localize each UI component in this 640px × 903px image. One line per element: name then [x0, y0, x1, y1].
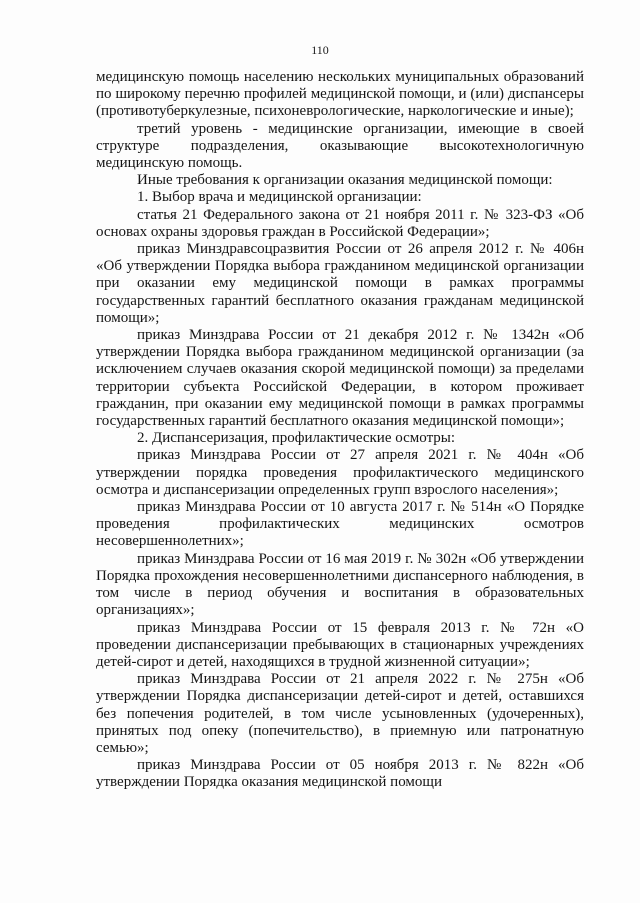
paragraph: приказ Минздрава России от 10 августа 2017 г. № 514н «О Порядке проведения профилактических медицинских осмотров несовершеннолетних»; [96, 499, 584, 550]
paragraph: статья 21 Федерального закона от 21 ноября 2011 г. № 323-ФЗ «Об основах охраны здоровья граждан в Российской Федерации»; [96, 206, 584, 240]
paragraph: приказ Минздрава России от 15 февраля 2013 г. № 72н «О проведении диспансеризации пребывающих в стационарных учреждениях детей-сирот и детей, находящихся в трудной жизненной ситуации»; [96, 619, 584, 670]
body-text [96, 69, 584, 792]
paragraph: приказ Минздравсоцразвития России от 26 апреля 2012 г. № 406н «Об утверждении Порядка выбора гражданином медицинской организации при оказании ему медицинской помощи в рамках программы государственных гарантий бесплатного оказания гражданам медицинской помощи»; [96, 241, 584, 326]
paragraph: Иные требования к организации оказания медицинской помощи: [137, 172, 553, 189]
paragraph: 1. Выбор врача и медицинской организации: [137, 189, 422, 206]
paragraph: приказ Минздрава России от 21 декабря 2012 г. № 1342н «Об утверждении Порядка выбора гражданином медицинской организации (за исключением случаев оказания скорой медицинской помощи) за пределами территории субъекта Российской Федерации, в котором проживает гражданин, при оказании ему медицинской помощи в рамках программы государственных гарантий бесплатного оказания медицинской помощи»; [96, 327, 584, 430]
paragraph: третий уровень - медицинские организации, имеющие в своей структуре подразделения, оказывающие высокотехнологичную медицинскую помощь. [96, 120, 584, 172]
paragraph: приказ Минздрава России от 16 мая 2019 г. № 302н «Об утверждении Порядка прохождения несовершеннолетними диспансерного наблюдения, в том числе в период обучения и воспитания в образовательных организациях»; [96, 550, 584, 619]
paragraph: приказ Минздрава России от 05 ноября 2013 г. № 822н «Об утверждении Порядка оказания медицинской помощи [96, 757, 584, 791]
paragraph: приказ Минздрава России от 27 апреля 2021 г. № 404н «Об утверждении порядка проведения профилактического медицинского осмотра и диспансеризации определенных групп взрослого населения»; [96, 447, 584, 498]
paragraph: приказ Минздрава России от 21 апреля 2022 г. № 275н «Об утверждении Порядка диспансеризации детей-сирот и детей, оставшихся без попечения родителей, в том числе усыновленных (удочеренных), принятых под опеку (попечительство), в приемную или патронатную семью»; [96, 671, 584, 756]
page-number: 110 [311, 43, 329, 57]
paragraph: 2. Диспансеризация, профилактические осмотры: [137, 430, 456, 447]
paragraph: медицинскую помощь населению нескольких муниципальных образований по широкому перечню профилей медицинской помощи, и (или) диспансеры (противотуберкулезные, психоневрологические, наркологические и иные); [96, 69, 584, 120]
